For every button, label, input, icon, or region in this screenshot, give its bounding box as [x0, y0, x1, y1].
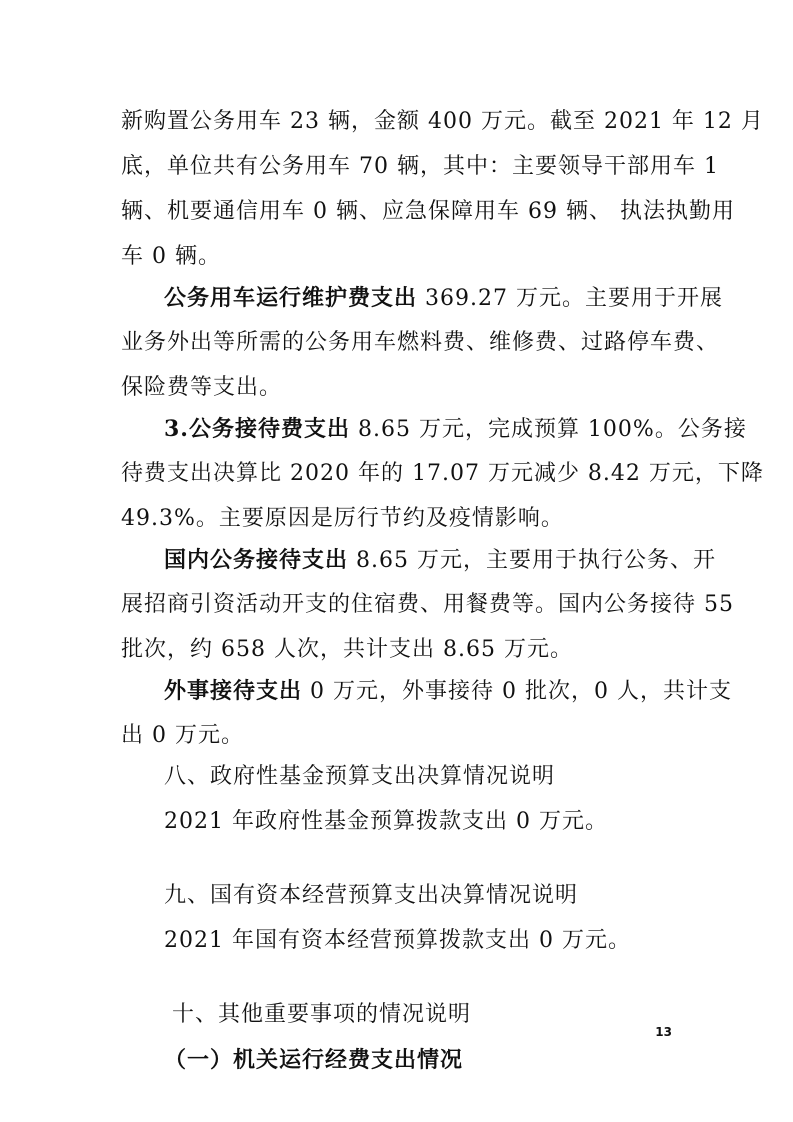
- domestic-text: 8.65 万元，主要用于执行公务、开: [348, 548, 716, 573]
- section-9-text: 2021 年国有资本经营预算拨款支出 0 万元。: [164, 928, 631, 953]
- paragraph-maintenance-line-3: 保险费等支出。: [121, 375, 283, 400]
- paragraph-domestic-line-2: 展招商引资活动开支的住宿费、用餐费等。国内公务接待 55: [121, 592, 734, 617]
- foreign-heading: 外事接待支出: [164, 678, 303, 704]
- section-10-heading: 十、其他重要事项的情况说明: [172, 1002, 472, 1027]
- maintenance-text: 369.27 万元。主要用于开展: [417, 286, 723, 311]
- reception-text: 8.65 万元，完成预算 100%。公务接: [349, 417, 747, 442]
- foreign-text: 0 万元，外事接待 0 批次，0 人，共计支: [302, 679, 732, 704]
- reception-heading: 3.公务接待费支出: [164, 416, 350, 442]
- paragraph-reception-line-1: [164, 414, 747, 445]
- page-number: 13: [655, 1025, 672, 1039]
- paragraph-vehicles-line-2: 底，单位共有公务用车 70 辆，其中：主要领导干部用车 1: [121, 154, 719, 179]
- section-9-heading: 九、国有资本经营预算支出决算情况说明: [164, 883, 579, 908]
- paragraph-domestic-line-1: [164, 545, 716, 576]
- paragraph-foreign-line-2: 出 0 万元。: [121, 723, 244, 748]
- maintenance-heading: 公务用车运行维护费支出: [164, 285, 418, 311]
- paragraph-maintenance-line-1: [164, 283, 723, 314]
- paragraph-reception-line-3: 49.3%。主要原因是厉行节约及疫情影响。: [121, 506, 564, 531]
- paragraph-reception-line-2: 待费支出决算比 2020 年的 17.07 万元减少 8.42 万元，下降: [121, 461, 764, 486]
- paragraph-vehicles-line-1: 新购置公务用车 23 辆，金额 400 万元。截至 2021 年 12 月: [121, 109, 764, 134]
- paragraph-vehicles-line-4: 车 0 辆。: [121, 244, 221, 269]
- section-8-heading: 八、政府性基金预算支出决算情况说明: [164, 764, 556, 789]
- section-10-subheading: （一）机关运行经费支出情况: [164, 1047, 464, 1073]
- domestic-heading: 国内公务接待支出: [164, 547, 349, 573]
- paragraph-vehicles-line-3: 辆、机要通信用车 0 辆、应急保障用车 69 辆、 执法执勤用: [121, 199, 735, 224]
- paragraph-foreign-line-1: [164, 676, 732, 707]
- paragraph-domestic-line-3: 批次，约 658 人次，共计支出 8.65 万元。: [121, 637, 573, 662]
- paragraph-maintenance-line-2: 业务外出等所需的公务用车燃料费、维修费、过路停车费、: [121, 330, 720, 355]
- section-8-text: 2021 年政府性基金预算拨款支出 0 万元。: [164, 809, 608, 834]
